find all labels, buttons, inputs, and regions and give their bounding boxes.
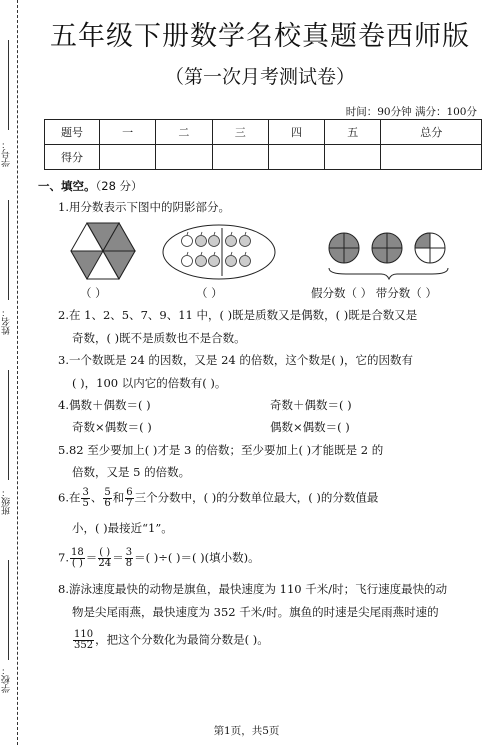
score-header-cell: 题号	[45, 120, 100, 145]
fraction-18-blank: $\frac{18}{( )}$	[70, 547, 84, 569]
question-4-left2: 奇数×偶数＝( )	[72, 420, 152, 434]
class-label: 班级：	[2, 488, 12, 515]
question-4-left1: 4.偶数＋偶数＝( )	[58, 398, 151, 412]
score-cell[interactable]	[156, 145, 212, 170]
page-title: 五年级下册数学名校真题卷西师版	[50, 21, 470, 52]
question-3-line1: 3.一个数既是 24 的因数，又是 24 的倍数，这个数是( )，它的因数有	[58, 353, 413, 367]
question-3-line2: ( )，100 以内它的倍数有( )。	[72, 376, 227, 390]
question-4-right1: 奇数＋偶数＝( )	[270, 398, 352, 412]
score-header-cell: 二	[156, 120, 212, 145]
blank-apples[interactable]: （ ）	[196, 286, 223, 300]
student-id-underline	[8, 40, 9, 130]
score-cell[interactable]	[268, 145, 324, 170]
score-header-cell: 三	[212, 120, 268, 145]
question-2-line2: 奇数，( )既不是质数也不是合数。	[72, 331, 246, 345]
page-footer: 第1页，共5页	[213, 725, 280, 737]
fraction-3-5: $\frac{3}{5}$	[82, 487, 89, 509]
exam-meta: 时间：90分钟 满分：100分	[345, 106, 477, 118]
name-label: 姓名：	[2, 308, 12, 335]
fraction-110-352: $\frac{110}{352}$	[74, 629, 94, 651]
score-header-cell: 四	[268, 120, 324, 145]
fraction-3-8: $\frac{3}{8}$	[125, 547, 133, 569]
score-header-cell: 总分	[381, 120, 482, 145]
score-cell[interactable]	[381, 145, 482, 170]
school-label: 学校：	[2, 666, 12, 693]
school-underline	[8, 560, 9, 660]
score-table	[44, 119, 482, 170]
section-heading: 一、填空。（28 分）	[38, 179, 143, 193]
blank-hexagon[interactable]: （ ）	[80, 286, 107, 300]
page-subtitle: （第一次月考测试卷）	[164, 66, 355, 88]
student-id-label: 学号：	[2, 140, 12, 167]
fraction-blank-24: $\frac{( )}{24}$	[98, 547, 112, 569]
question-8-line2: 物是尖尾雨燕，最快速度为 352 千米/时。旗鱼的时速是尖尾雨燕时速的	[72, 605, 439, 619]
score-cell[interactable]	[100, 145, 156, 170]
question-8-line3: $\frac{110}{352}$ ，把这个分数化为最简分数是( )。	[74, 629, 269, 651]
score-header-cell: 一	[100, 120, 156, 145]
circles-figure	[326, 232, 458, 280]
question-5-line2: 倍数，又是 5 的倍数。	[72, 465, 191, 479]
question-5-line1: 5.82 至少要加上( )才是 3 的倍数；至少要加上( )才能既是 2 的	[58, 443, 384, 457]
fraction-6-7: $\frac{6}{7}$	[126, 487, 133, 509]
score-cell[interactable]	[212, 145, 268, 170]
score-header-cell: 五	[325, 120, 381, 145]
question-4-right2: 偶数×偶数＝( )	[270, 420, 350, 434]
apples-figure	[162, 224, 276, 280]
score-row-label: 得分	[45, 145, 100, 170]
hexagon-figure	[70, 222, 136, 280]
question-2-line1: 2.在 1、2、5、7、9、11 中，( )既是质数又是偶数，( )既是合数又是	[58, 308, 418, 322]
question-8-line1: 8.游泳速度最快的动物是旗鱼，最快速度为 110 千米/时；飞行速度最快的动	[58, 582, 448, 596]
score-table-header-row	[45, 120, 482, 145]
question-6-line2: 小，( )最接近“1”。	[72, 521, 173, 535]
question-1: 1.用分数表示下图中的阴影部分。	[58, 200, 230, 214]
blank-circles[interactable]: 假分数（ ） 带分数（ ）	[311, 286, 437, 300]
binding-margin	[0, 0, 34, 745]
name-underline	[8, 200, 9, 300]
question-7: 7. $\frac{18}{( )}$ ＝ $\frac{( )}{24}$ ＝ $\frac{3}{8}$ ＝( )÷( )＝( )(填小数)。	[58, 547, 260, 569]
score-table-row	[45, 145, 482, 170]
question-6-line1: 6.在 $\frac{3}{5}$ 、 $\frac{5}{6}$ 和 $\frac{6}{7}$ 三个分数中，( )的分数单位最大，( )的分数值最	[58, 487, 379, 509]
class-underline	[8, 370, 9, 480]
fold-line	[17, 0, 18, 745]
score-cell[interactable]	[325, 145, 381, 170]
fraction-5-6: $\frac{5}{6}$	[104, 487, 111, 509]
